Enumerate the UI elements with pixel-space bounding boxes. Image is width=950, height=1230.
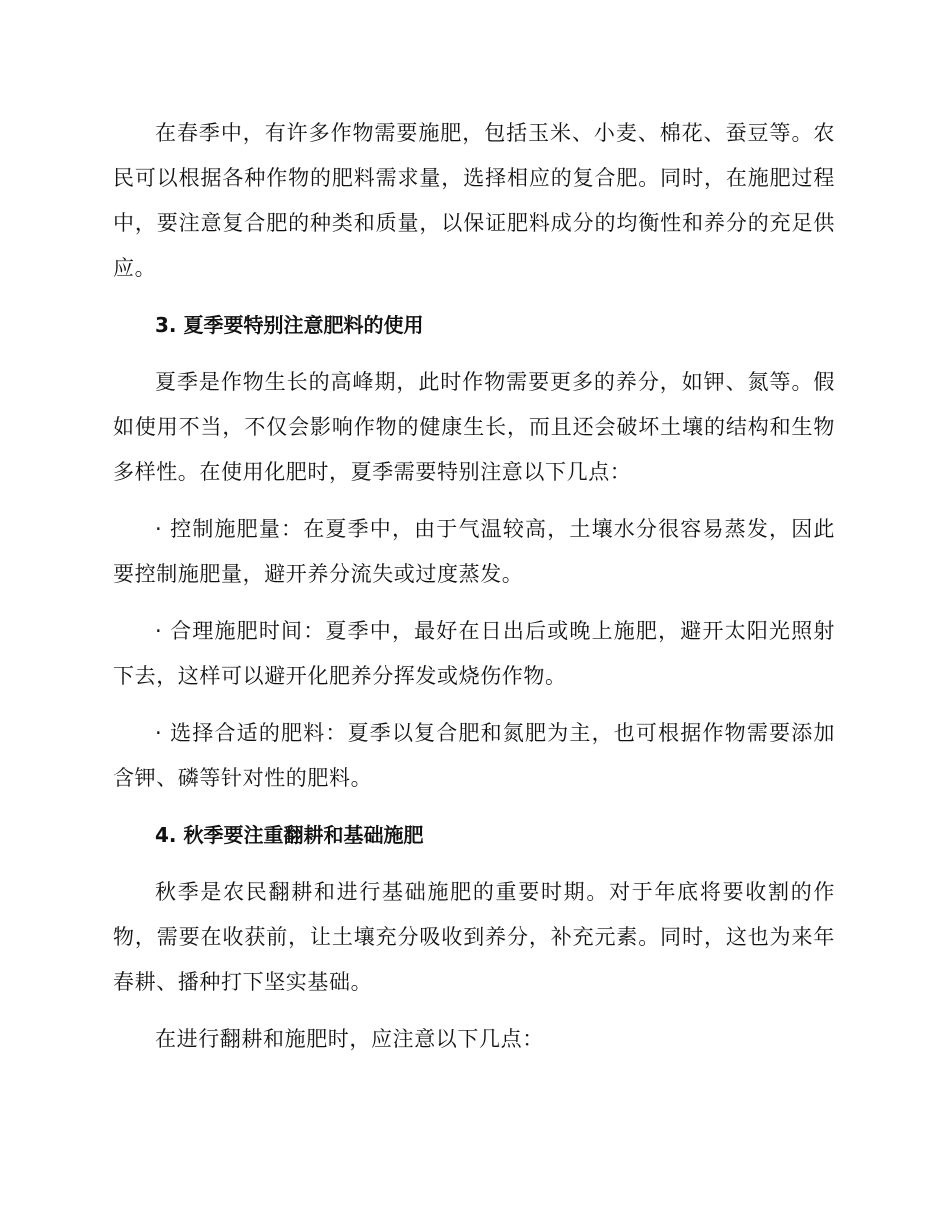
heading-autumn-plowing: 4. 秋季要注重翻耕和基础施肥 bbox=[155, 823, 424, 847]
paragraph-spring-fertilizing: 在春季中，有许多作物需要施肥，包括玉米、小麦、棉花、蚕豆等。农民可以根据各种作物的肥料需求量，选择相应的复合肥。同时，在施肥过程中，要注意复合肥的种类和质量，以保证肥料成分的均衡性和养分的充足供应。 bbox=[113, 121, 835, 280]
paragraph-summer-intro: 夏季是作物生长的高峰期，此时作物需要更多的养分，如钾、氮等。假如使用不当，不仅会影响作物的健康生长，而且还会破坏土壤的结构和生物多样性。在使用化肥时，夏季需要特别注意以下几点： bbox=[113, 370, 835, 484]
heading-summer-fertilizer: 3. 夏季要特别注意肥料的使用 bbox=[155, 313, 424, 337]
bullet-timing: · 合理施肥时间：夏季中，最好在日出后或晚上施肥，避开太阳光照射下去，这样可以避开化肥养分挥发或烧伤作物。 bbox=[113, 619, 835, 688]
document-page bbox=[113, 111, 835, 1062]
paragraph-autumn-points: 在进行翻耕和施肥时，应注意以下几点： bbox=[155, 1027, 544, 1051]
paragraph-autumn-intro: 秋季是农民翻耕和进行基础施肥的重要时期。对于年底将要收割的作物，需要在收获前，让土壤充分吸收到养分，补充元素。同时，这也为来年春耕、播种打下坚实基础。 bbox=[113, 880, 835, 994]
bullet-control-amount: · 控制施肥量：在夏季中，由于气温较高，土壤水分很容易蒸发，因此要控制施肥量，避开养分流失或过度蒸发。 bbox=[113, 517, 835, 586]
bullet-choose-fertilizer: · 选择合适的肥料：夏季以复合肥和氮肥为主，也可根据作物需要添加含钾、磷等针对性的肥料。 bbox=[113, 721, 835, 790]
